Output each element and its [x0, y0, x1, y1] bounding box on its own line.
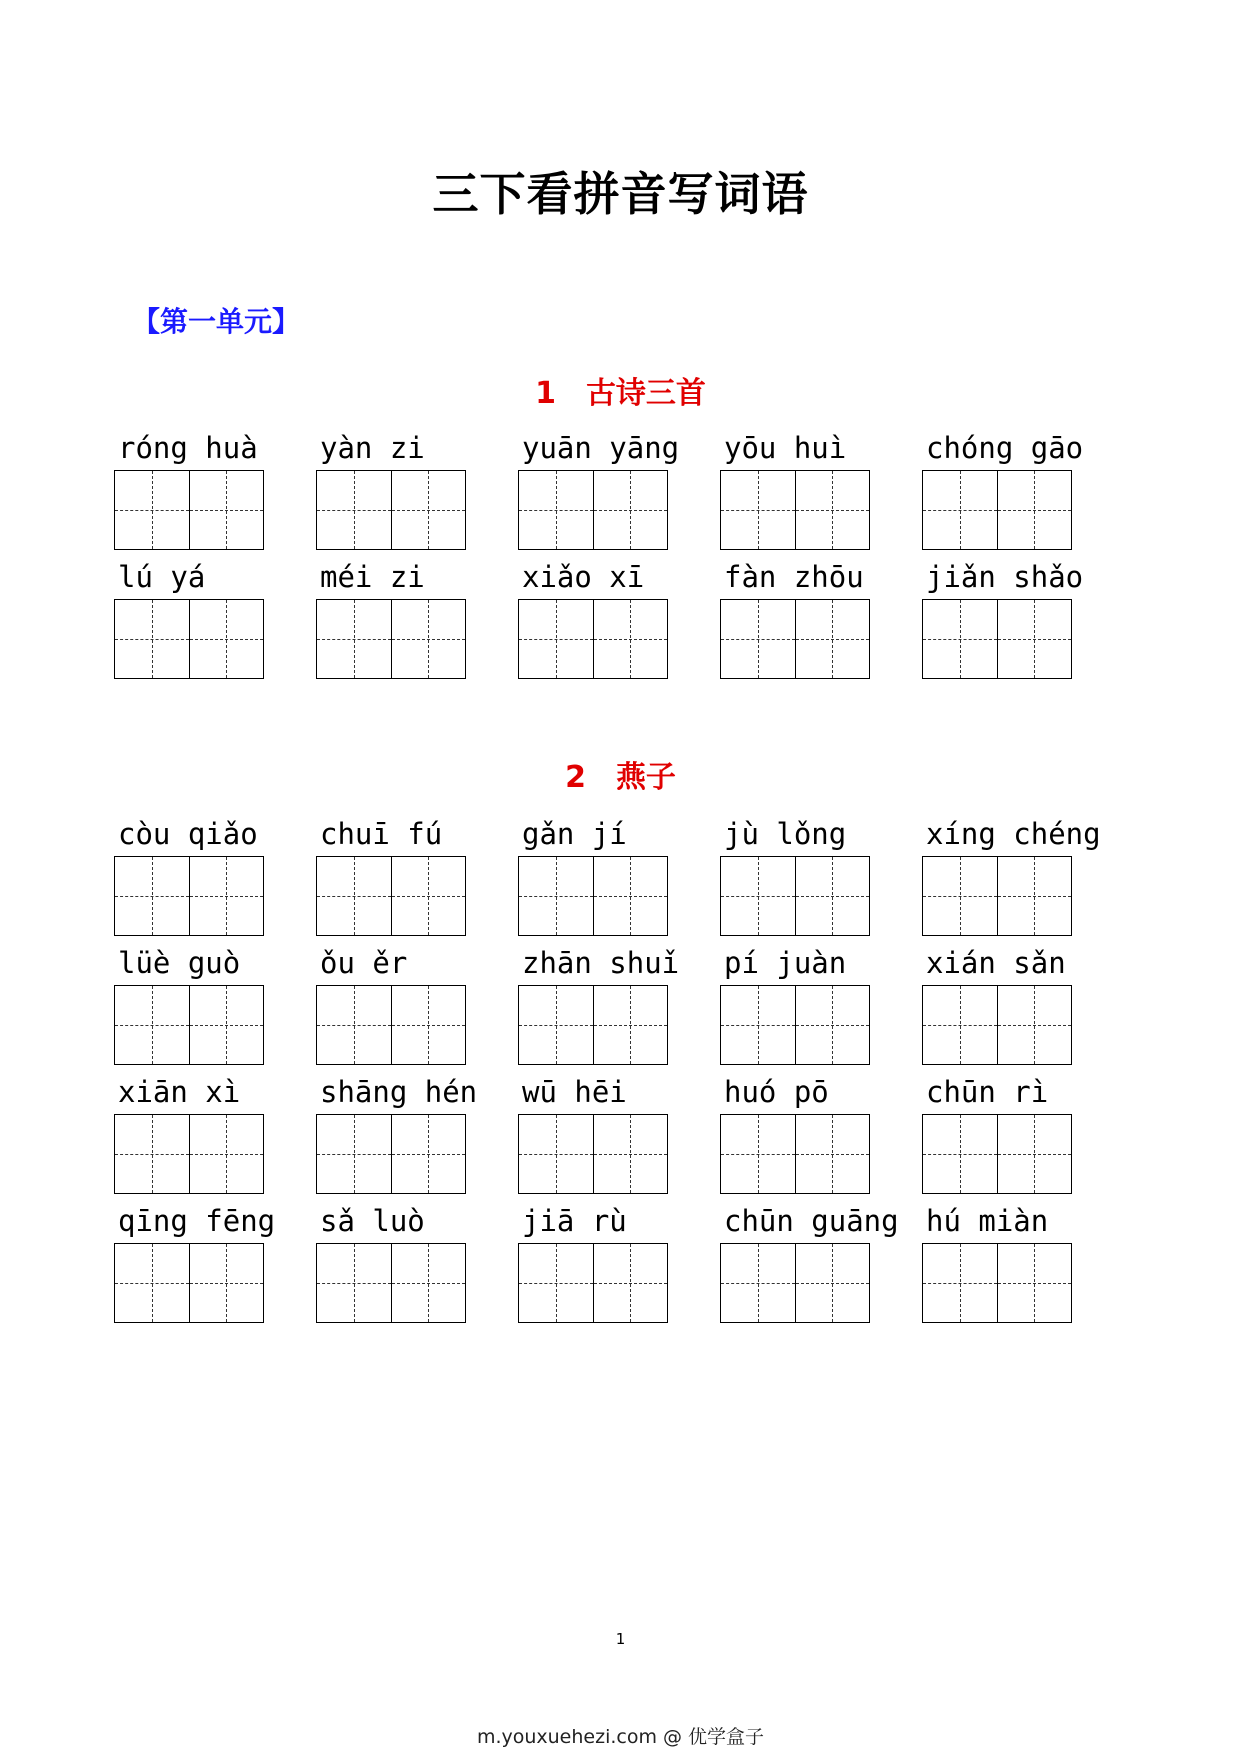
lesson-name: 古诗三首	[585, 376, 706, 411]
char-cell[interactable]	[519, 471, 593, 549]
pinyin-label: wū hēi	[522, 1075, 627, 1109]
char-cell[interactable]	[923, 857, 997, 935]
char-cell[interactable]	[721, 600, 795, 678]
char-cell[interactable]	[115, 600, 189, 678]
char-cell[interactable]	[391, 1115, 466, 1193]
word-item	[920, 1074, 1122, 1203]
pinyin-label: xíng chéng	[926, 817, 1101, 851]
pinyin-label: chuī fú	[320, 817, 443, 851]
lesson-number: 1	[535, 376, 556, 411]
writing-boxes[interactable]	[720, 1114, 870, 1194]
writing-boxes[interactable]	[720, 470, 870, 550]
word-item	[112, 559, 314, 688]
pinyin-label: xián sǎn	[926, 946, 1066, 980]
word-item	[920, 559, 1122, 688]
char-cell[interactable]	[593, 1244, 668, 1322]
word-item	[112, 945, 314, 1074]
word-item	[516, 816, 718, 945]
word-item	[314, 816, 516, 945]
char-cell[interactable]	[923, 471, 997, 549]
word-item	[516, 1203, 718, 1332]
char-cell[interactable]	[997, 600, 1072, 678]
writing-boxes[interactable]	[518, 1243, 668, 1323]
char-cell[interactable]	[997, 471, 1072, 549]
char-cell[interactable]	[189, 986, 264, 1064]
char-cell[interactable]	[721, 1244, 795, 1322]
char-cell[interactable]	[115, 1244, 189, 1322]
writing-boxes[interactable]	[114, 1243, 264, 1323]
char-cell[interactable]	[317, 600, 391, 678]
char-cell[interactable]	[519, 857, 593, 935]
writing-boxes[interactable]	[720, 1243, 870, 1323]
char-cell[interactable]	[189, 1115, 264, 1193]
pinyin-label: lüè guò	[118, 946, 241, 980]
char-cell[interactable]	[593, 857, 668, 935]
writing-boxes[interactable]	[114, 1114, 264, 1194]
writing-boxes[interactable]	[720, 856, 870, 936]
char-cell[interactable]	[795, 471, 870, 549]
char-cell[interactable]	[721, 857, 795, 935]
word-grid-lesson-1	[112, 430, 1152, 688]
char-cell[interactable]	[189, 600, 264, 678]
writing-boxes[interactable]	[518, 985, 668, 1065]
pinyin-label: còu qiǎo	[118, 817, 258, 851]
writing-boxes[interactable]	[922, 1114, 1072, 1194]
word-item	[718, 430, 920, 559]
char-cell[interactable]	[721, 1115, 795, 1193]
char-cell[interactable]	[189, 471, 264, 549]
char-cell[interactable]	[923, 1115, 997, 1193]
word-item	[718, 945, 920, 1074]
char-cell[interactable]	[795, 1244, 870, 1322]
writing-boxes[interactable]	[114, 599, 264, 679]
word-row	[112, 1074, 1152, 1203]
char-cell[interactable]	[317, 1115, 391, 1193]
word-item	[718, 1074, 920, 1203]
char-cell[interactable]	[519, 600, 593, 678]
char-cell[interactable]	[721, 471, 795, 549]
writing-boxes[interactable]	[518, 599, 668, 679]
word-row	[112, 945, 1152, 1074]
writing-boxes[interactable]	[922, 985, 1072, 1065]
word-item	[516, 559, 718, 688]
char-cell[interactable]	[795, 1115, 870, 1193]
writing-boxes[interactable]	[316, 1114, 466, 1194]
pinyin-label: qīng fēng	[118, 1204, 276, 1238]
char-cell[interactable]	[115, 471, 189, 549]
char-cell[interactable]	[391, 986, 466, 1064]
char-cell[interactable]	[593, 986, 668, 1064]
char-cell[interactable]	[391, 471, 466, 549]
word-item	[314, 1074, 516, 1203]
word-item	[112, 1074, 314, 1203]
writing-boxes[interactable]	[316, 599, 466, 679]
char-cell[interactable]	[923, 600, 997, 678]
writing-boxes[interactable]	[114, 470, 264, 550]
word-item	[314, 945, 516, 1074]
word-item	[516, 430, 718, 559]
word-row	[112, 1203, 1152, 1332]
char-cell[interactable]	[391, 857, 466, 935]
word-item	[516, 1074, 718, 1203]
char-cell[interactable]	[997, 857, 1072, 935]
pinyin-label: jiā rù	[522, 1204, 627, 1238]
pinyin-label: pí juàn	[724, 946, 847, 980]
word-item	[718, 1203, 920, 1332]
char-cell[interactable]	[391, 1244, 466, 1322]
char-cell[interactable]	[317, 986, 391, 1064]
char-cell[interactable]	[115, 1115, 189, 1193]
char-cell[interactable]	[519, 1244, 593, 1322]
pinyin-label: chóng gāo	[926, 431, 1084, 465]
char-cell[interactable]	[593, 1115, 668, 1193]
writing-boxes[interactable]	[316, 1243, 466, 1323]
char-cell[interactable]	[721, 986, 795, 1064]
pinyin-label: yuān yāng	[522, 431, 680, 465]
word-item	[112, 1203, 314, 1332]
pinyin-label: zhān shuǐ	[522, 946, 680, 980]
word-item	[516, 945, 718, 1074]
lesson-title	[0, 752, 1241, 796]
word-grid-lesson-2	[112, 816, 1152, 1332]
char-cell[interactable]	[115, 857, 189, 935]
word-item	[920, 1203, 1122, 1332]
pinyin-label: hú miàn	[926, 1204, 1049, 1238]
footer-source: m.youxuehezi.com @ 优学盒子	[476, 1726, 765, 1748]
pinyin-label: fàn zhōu	[724, 560, 864, 594]
pinyin-label: róng huà	[118, 431, 258, 465]
char-cell[interactable]	[795, 600, 870, 678]
pinyin-label: gǎn jí	[522, 817, 627, 851]
writing-boxes[interactable]	[114, 856, 264, 936]
pinyin-label: sǎ luò	[320, 1204, 425, 1238]
writing-boxes[interactable]	[922, 599, 1072, 679]
char-cell[interactable]	[997, 1244, 1072, 1322]
lesson-number: 2	[565, 760, 586, 795]
char-cell[interactable]	[317, 471, 391, 549]
pinyin-label: méi zi	[320, 560, 425, 594]
page-number: 1	[615, 1630, 626, 1648]
char-cell[interactable]	[997, 986, 1072, 1064]
unit-heading: 【第一单元】	[132, 305, 301, 338]
writing-boxes[interactable]	[316, 985, 466, 1065]
pinyin-label: chūn guāng	[724, 1204, 899, 1238]
word-item	[112, 816, 314, 945]
word-row	[112, 430, 1152, 559]
char-cell[interactable]	[115, 986, 189, 1064]
char-cell[interactable]	[317, 1244, 391, 1322]
pinyin-label: jù lǒng	[724, 817, 847, 851]
word-row	[112, 816, 1152, 945]
writing-boxes[interactable]	[720, 599, 870, 679]
lesson-title	[0, 368, 1241, 412]
pinyin-label: shāng hén	[320, 1075, 478, 1109]
char-cell[interactable]	[997, 1115, 1072, 1193]
char-cell[interactable]	[923, 1244, 997, 1322]
writing-boxes[interactable]	[922, 856, 1072, 936]
pinyin-label: huó pō	[724, 1075, 829, 1109]
page-title: 三下看拼音写词语	[432, 167, 809, 221]
word-item	[920, 816, 1122, 945]
char-cell[interactable]	[189, 857, 264, 935]
writing-boxes[interactable]	[114, 985, 264, 1065]
char-cell[interactable]	[923, 986, 997, 1064]
word-item	[314, 559, 516, 688]
char-cell[interactable]	[795, 857, 870, 935]
writing-boxes[interactable]	[316, 470, 466, 550]
word-item	[718, 559, 920, 688]
writing-boxes[interactable]	[518, 470, 668, 550]
writing-boxes[interactable]	[922, 1243, 1072, 1323]
word-item	[314, 430, 516, 559]
char-cell[interactable]	[519, 986, 593, 1064]
char-cell[interactable]	[519, 1115, 593, 1193]
word-item	[314, 1203, 516, 1332]
writing-boxes[interactable]	[518, 856, 668, 936]
char-cell[interactable]	[593, 600, 668, 678]
writing-boxes[interactable]	[720, 985, 870, 1065]
word-row	[112, 559, 1152, 688]
pinyin-label: lú yá	[118, 560, 206, 594]
pinyin-label: xiān xì	[118, 1075, 241, 1109]
word-item	[112, 430, 314, 559]
lesson-name: 燕子	[615, 760, 676, 795]
pinyin-label: xiǎo xī	[522, 560, 645, 594]
writing-boxes[interactable]	[922, 470, 1072, 550]
pinyin-label: chūn rì	[926, 1075, 1049, 1109]
char-cell[interactable]	[391, 600, 466, 678]
char-cell[interactable]	[189, 1244, 264, 1322]
word-item	[718, 816, 920, 945]
word-item	[920, 945, 1122, 1074]
writing-boxes[interactable]	[316, 856, 466, 936]
word-item	[920, 430, 1122, 559]
pinyin-label: yōu huì	[724, 431, 847, 465]
pinyin-label: jiǎn shǎo	[926, 560, 1084, 594]
pinyin-label: ǒu ěr	[320, 946, 408, 980]
pinyin-label: yàn zi	[320, 431, 425, 465]
char-cell[interactable]	[317, 857, 391, 935]
char-cell[interactable]	[795, 986, 870, 1064]
char-cell[interactable]	[593, 471, 668, 549]
writing-boxes[interactable]	[518, 1114, 668, 1194]
